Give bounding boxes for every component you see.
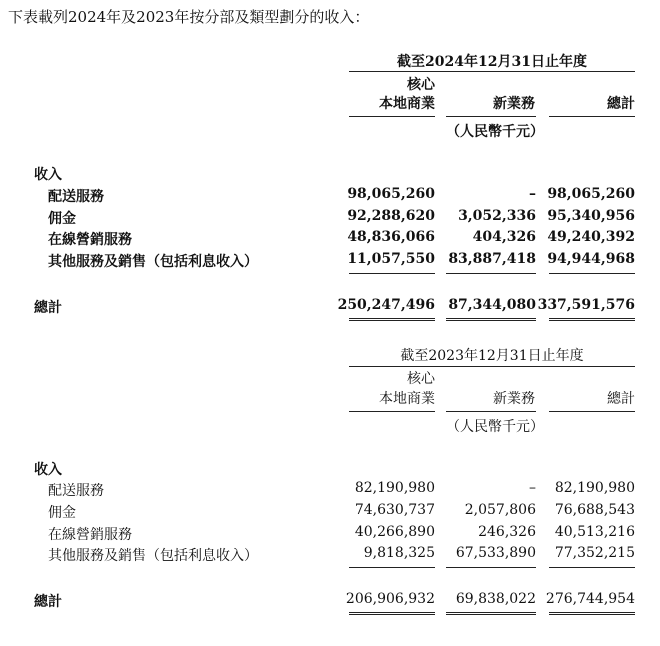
- section-label: 收入: [34, 462, 62, 478]
- total-label: 總計: [34, 300, 62, 316]
- total-rule-total: [549, 318, 635, 321]
- col-total: 總計: [607, 96, 635, 112]
- cell-total: 77,352,215: [554, 545, 635, 561]
- row-label: 其他服務及銷售（包括利息收入）: [48, 548, 258, 564]
- col-rule-new: [446, 411, 536, 412]
- cell-new: 404,326: [472, 229, 536, 245]
- subtotal-rule-new: [446, 567, 536, 568]
- subtotal-rule-total: [549, 273, 635, 274]
- subtotal-rule-new: [446, 273, 536, 274]
- row-label: 配送服務: [48, 483, 104, 499]
- cell-core: 74,630,737: [354, 502, 435, 518]
- cell-core: 40,266,890: [354, 524, 435, 540]
- col-core-line2: 本地商業: [379, 391, 435, 407]
- col-rule-core: [349, 411, 435, 412]
- total-rule-core: [349, 612, 435, 615]
- total-core: 250,247,496: [337, 297, 435, 313]
- cell-core: 98,065,260: [347, 186, 435, 202]
- cell-core: 48,836,066: [347, 229, 435, 245]
- total-new: 87,344,080: [448, 297, 536, 313]
- total-rule-total: [549, 612, 635, 615]
- cell-total: 98,065,260: [547, 186, 635, 202]
- total-core: 206,906,932: [345, 591, 435, 607]
- period-rule: [349, 366, 635, 367]
- total-total: 276,744,954: [545, 591, 635, 607]
- cell-core: 11,057,550: [347, 251, 435, 267]
- col-core-line1: 核心: [407, 371, 435, 387]
- row-label: 佣金: [48, 505, 76, 521]
- cell-total: 82,190,980: [554, 480, 635, 496]
- row-label: 在線營銷服務: [48, 527, 132, 543]
- section-label: 收入: [34, 167, 62, 183]
- period-rule: [349, 71, 635, 72]
- intro-text: 下表載列2024年及2023年按分部及類型劃分的收入：: [8, 8, 370, 26]
- cell-total: 95,340,956: [547, 208, 635, 224]
- row-label: 其他服務及銷售（包括利息收入）: [48, 254, 258, 270]
- cell-total: 49,240,392: [547, 229, 635, 245]
- row-label: 佣金: [48, 211, 76, 227]
- total-new: 69,838,022: [455, 591, 536, 607]
- col-core-line1: 核心: [407, 77, 435, 93]
- period-heading: 截至2023年12月31日止年度: [400, 348, 584, 364]
- cell-new: 67,533,890: [455, 545, 536, 561]
- cell-core: 82,190,980: [354, 480, 435, 496]
- cell-new: 246,326: [478, 524, 536, 540]
- total-total: 337,591,576: [537, 297, 635, 313]
- cell-new: –: [529, 480, 536, 496]
- col-core-line2: 本地商業: [379, 96, 435, 112]
- unit-label: （人民幣千元）: [446, 419, 544, 435]
- col-rule-core: [349, 116, 435, 117]
- total-label: 總計: [34, 594, 62, 610]
- period-heading: 截至2024年12月31日止年度: [397, 54, 587, 70]
- col-rule-new: [446, 116, 536, 117]
- cell-new: 83,887,418: [448, 251, 536, 267]
- col-total: 總計: [607, 391, 635, 407]
- cell-new: 2,057,806: [464, 502, 536, 518]
- cell-core: 9,818,325: [363, 545, 435, 561]
- cell-total: 40,513,216: [554, 524, 635, 540]
- cell-new: –: [529, 186, 536, 202]
- subtotal-rule-core: [349, 567, 435, 568]
- cell-new: 3,052,336: [458, 208, 536, 224]
- cell-total: 94,944,968: [547, 251, 635, 267]
- total-rule-core: [349, 318, 435, 321]
- col-new: 新業務: [493, 391, 535, 407]
- col-rule-total: [549, 116, 635, 117]
- row-label: 配送服務: [48, 189, 104, 205]
- cell-total: 76,688,543: [554, 502, 635, 518]
- total-rule-new: [446, 612, 536, 615]
- subtotal-rule-total: [549, 567, 635, 568]
- row-label: 在線營銷服務: [48, 232, 132, 248]
- cell-core: 92,288,620: [347, 208, 435, 224]
- total-rule-new: [446, 318, 536, 321]
- subtotal-rule-core: [349, 273, 435, 274]
- col-rule-total: [549, 411, 635, 412]
- unit-label: （人民幣千元）: [446, 124, 544, 140]
- col-new: 新業務: [493, 96, 535, 112]
